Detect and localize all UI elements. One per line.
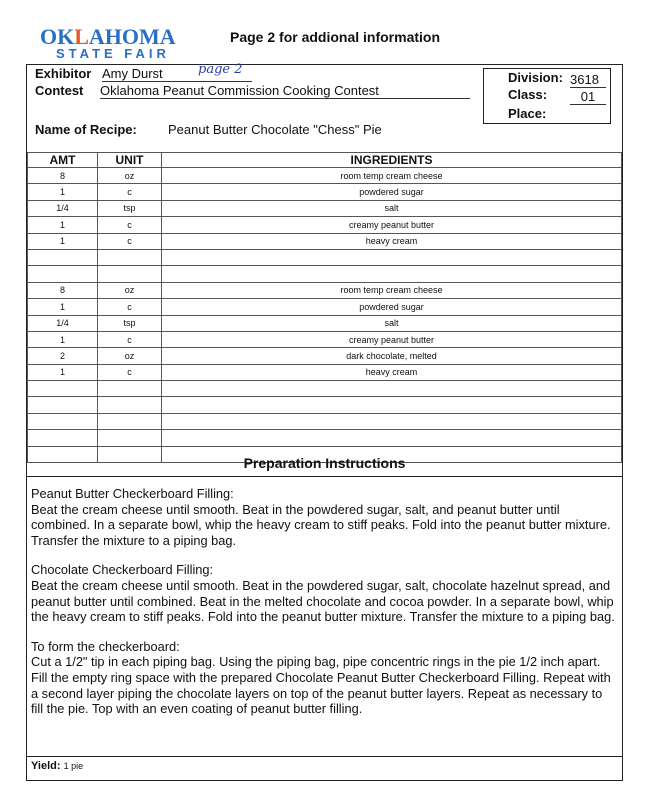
amt-cell: 1/4 (28, 200, 98, 216)
amt-cell: 1 (28, 364, 98, 380)
ingredient-cell: salt (162, 200, 622, 216)
section-title: To form the checkerboard: (31, 638, 180, 654)
amt-cell (28, 397, 98, 413)
table-row (28, 331, 622, 347)
ingredient-cell: heavy cream (162, 364, 622, 380)
amt-cell: 1/4 (28, 315, 98, 331)
logo-part-ahoma: AHOMA (88, 24, 176, 49)
unit-cell (98, 397, 162, 413)
section-body: Beat the cream cheese until smooth. Beat in the powdered sugar, salt, chocolate hazelnut spread, and peanut butter until combined. Beat in the melted chocolate and cocoa powder. In a separate bowl, whip the heavy cream to stiff peaks. Fold into the peanut butter mixture. Transfer the mixture to a piping bag. (31, 577, 615, 625)
class-value: 01 (570, 89, 606, 105)
table-row (28, 184, 622, 200)
class-label: Class: (508, 87, 548, 102)
contest-value: Oklahoma Peanut Commission Cooking Contest (100, 83, 470, 99)
ingredient-cell (162, 249, 622, 265)
exhibitor-label: Exhibitor (35, 66, 92, 81)
col-header-amt: AMT (28, 153, 98, 168)
preparation-divider (27, 476, 622, 477)
logo-part-ok: OK (40, 24, 75, 49)
section-title: Peanut Butter Checkerboard Filling: (31, 486, 234, 501)
section-body: Beat the cream cheese until smooth. Beat in the powdered sugar, salt, and peanut butter until combined. In a separate bowl, whip the heavy cream to stiff peaks. Fold into the peanut butter mixture. Transfer the mixture to a piping bag. (31, 501, 611, 548)
unit-cell (98, 413, 162, 429)
unit-cell: oz (98, 348, 162, 364)
page-title: Page 2 for addional information (230, 29, 441, 45)
yield-divider (27, 756, 622, 757)
table-row (28, 200, 622, 216)
section-title: Chocolate Checkerboard Filling: (31, 562, 214, 578)
unit-cell: tsp (98, 200, 162, 216)
table-row (28, 413, 622, 429)
ingredient-cell: dark chocolate, melted (162, 348, 622, 364)
unit-cell: c (98, 217, 162, 233)
contest-label: Contest (35, 83, 84, 98)
unit-cell: c (98, 233, 162, 249)
unit-cell: oz (98, 168, 162, 184)
unit-cell: oz (98, 282, 162, 298)
table-row (28, 249, 622, 265)
amt-cell: 1 (28, 184, 98, 200)
amt-cell: 8 (28, 168, 98, 184)
col-header-ingredients: INGREDIENTS (162, 153, 622, 168)
table-row (28, 430, 622, 446)
ingredient-cell: powdered sugar (162, 299, 622, 315)
amt-cell: 1 (28, 217, 98, 233)
ingredient-cell: creamy peanut butter (162, 217, 622, 233)
unit-cell (98, 249, 162, 265)
table-row (28, 282, 622, 298)
amt-cell (28, 381, 98, 397)
division-value: 3618 (570, 72, 606, 88)
amt-cell: 8 (28, 282, 98, 298)
division-label: Division: (508, 70, 563, 85)
section-chocolate (31, 562, 617, 624)
ingredient-cell (162, 397, 622, 413)
unit-cell: c (98, 331, 162, 347)
amt-cell: 1 (28, 331, 98, 347)
logo-part-l: L (74, 24, 89, 49)
logo-subtitle: STATE FAIR (56, 46, 170, 61)
table-row (28, 217, 622, 233)
unit-cell: c (98, 364, 162, 380)
section-checkerboard (31, 639, 617, 717)
table-row (28, 266, 622, 282)
table-header-row (28, 153, 622, 168)
recipe-name-value: Peanut Butter Chocolate "Chess" Pie (168, 122, 382, 137)
ingredients-table (27, 152, 622, 463)
yield-label: Yield: (31, 760, 61, 772)
unit-cell: c (98, 299, 162, 315)
handwritten-page-note: page 2 (198, 62, 243, 77)
amt-cell (28, 266, 98, 282)
place-label: Place: (508, 106, 547, 121)
ingredient-cell: heavy cream (162, 233, 622, 249)
ingredient-cell: room temp cream cheese (162, 168, 622, 184)
table-row (28, 348, 622, 364)
ingredient-cell: salt (162, 315, 622, 331)
unit-cell (98, 430, 162, 446)
ingredient-cell: creamy peanut butter (162, 331, 622, 347)
col-header-unit: UNIT (98, 153, 162, 168)
table-row (28, 381, 622, 397)
preparation-text (31, 486, 617, 731)
amt-cell (28, 413, 98, 429)
preparation-title: Preparation Instructions (243, 455, 406, 471)
ingredient-cell (162, 430, 622, 446)
ingredient-cell (162, 381, 622, 397)
table-row (28, 168, 622, 184)
ingredient-cell: powdered sugar (162, 184, 622, 200)
exhibitor-value: Amy Durst (102, 66, 252, 82)
amt-cell: 2 (28, 348, 98, 364)
ingredient-cell: room temp cream cheese (162, 282, 622, 298)
recipe-name-label: Name of Recipe: (35, 122, 137, 137)
yield-value: 1 pie (63, 761, 84, 771)
table-row (28, 364, 622, 380)
amt-cell (28, 249, 98, 265)
amt-cell (28, 430, 98, 446)
table-row (28, 233, 622, 249)
table-row (28, 299, 622, 315)
ingredient-cell (162, 413, 622, 429)
section-peanut-butter (31, 486, 617, 548)
ingredient-cell (162, 266, 622, 282)
table-row (28, 315, 622, 331)
amt-cell: 1 (28, 233, 98, 249)
ingredients-body (28, 168, 622, 463)
amt-cell: 1 (28, 299, 98, 315)
yield-row (31, 760, 83, 772)
unit-cell (98, 381, 162, 397)
section-body: Cut a 1/2" tip in each piping bag. Using the piping bag, pipe concentric rings in the pie 1/2 inch apart. Fill the empty ring space with the prepared Chocolate Peanut Butter Checkerboard Filling. Repeat with a second layer piping the chocolate layers on top of the peanut butter layers. Repeat as necessary to fill the pie. Top with an even coating of peanut butter filling. (31, 654, 611, 717)
table-row (28, 397, 622, 413)
unit-cell (98, 266, 162, 282)
unit-cell: tsp (98, 315, 162, 331)
unit-cell: c (98, 184, 162, 200)
